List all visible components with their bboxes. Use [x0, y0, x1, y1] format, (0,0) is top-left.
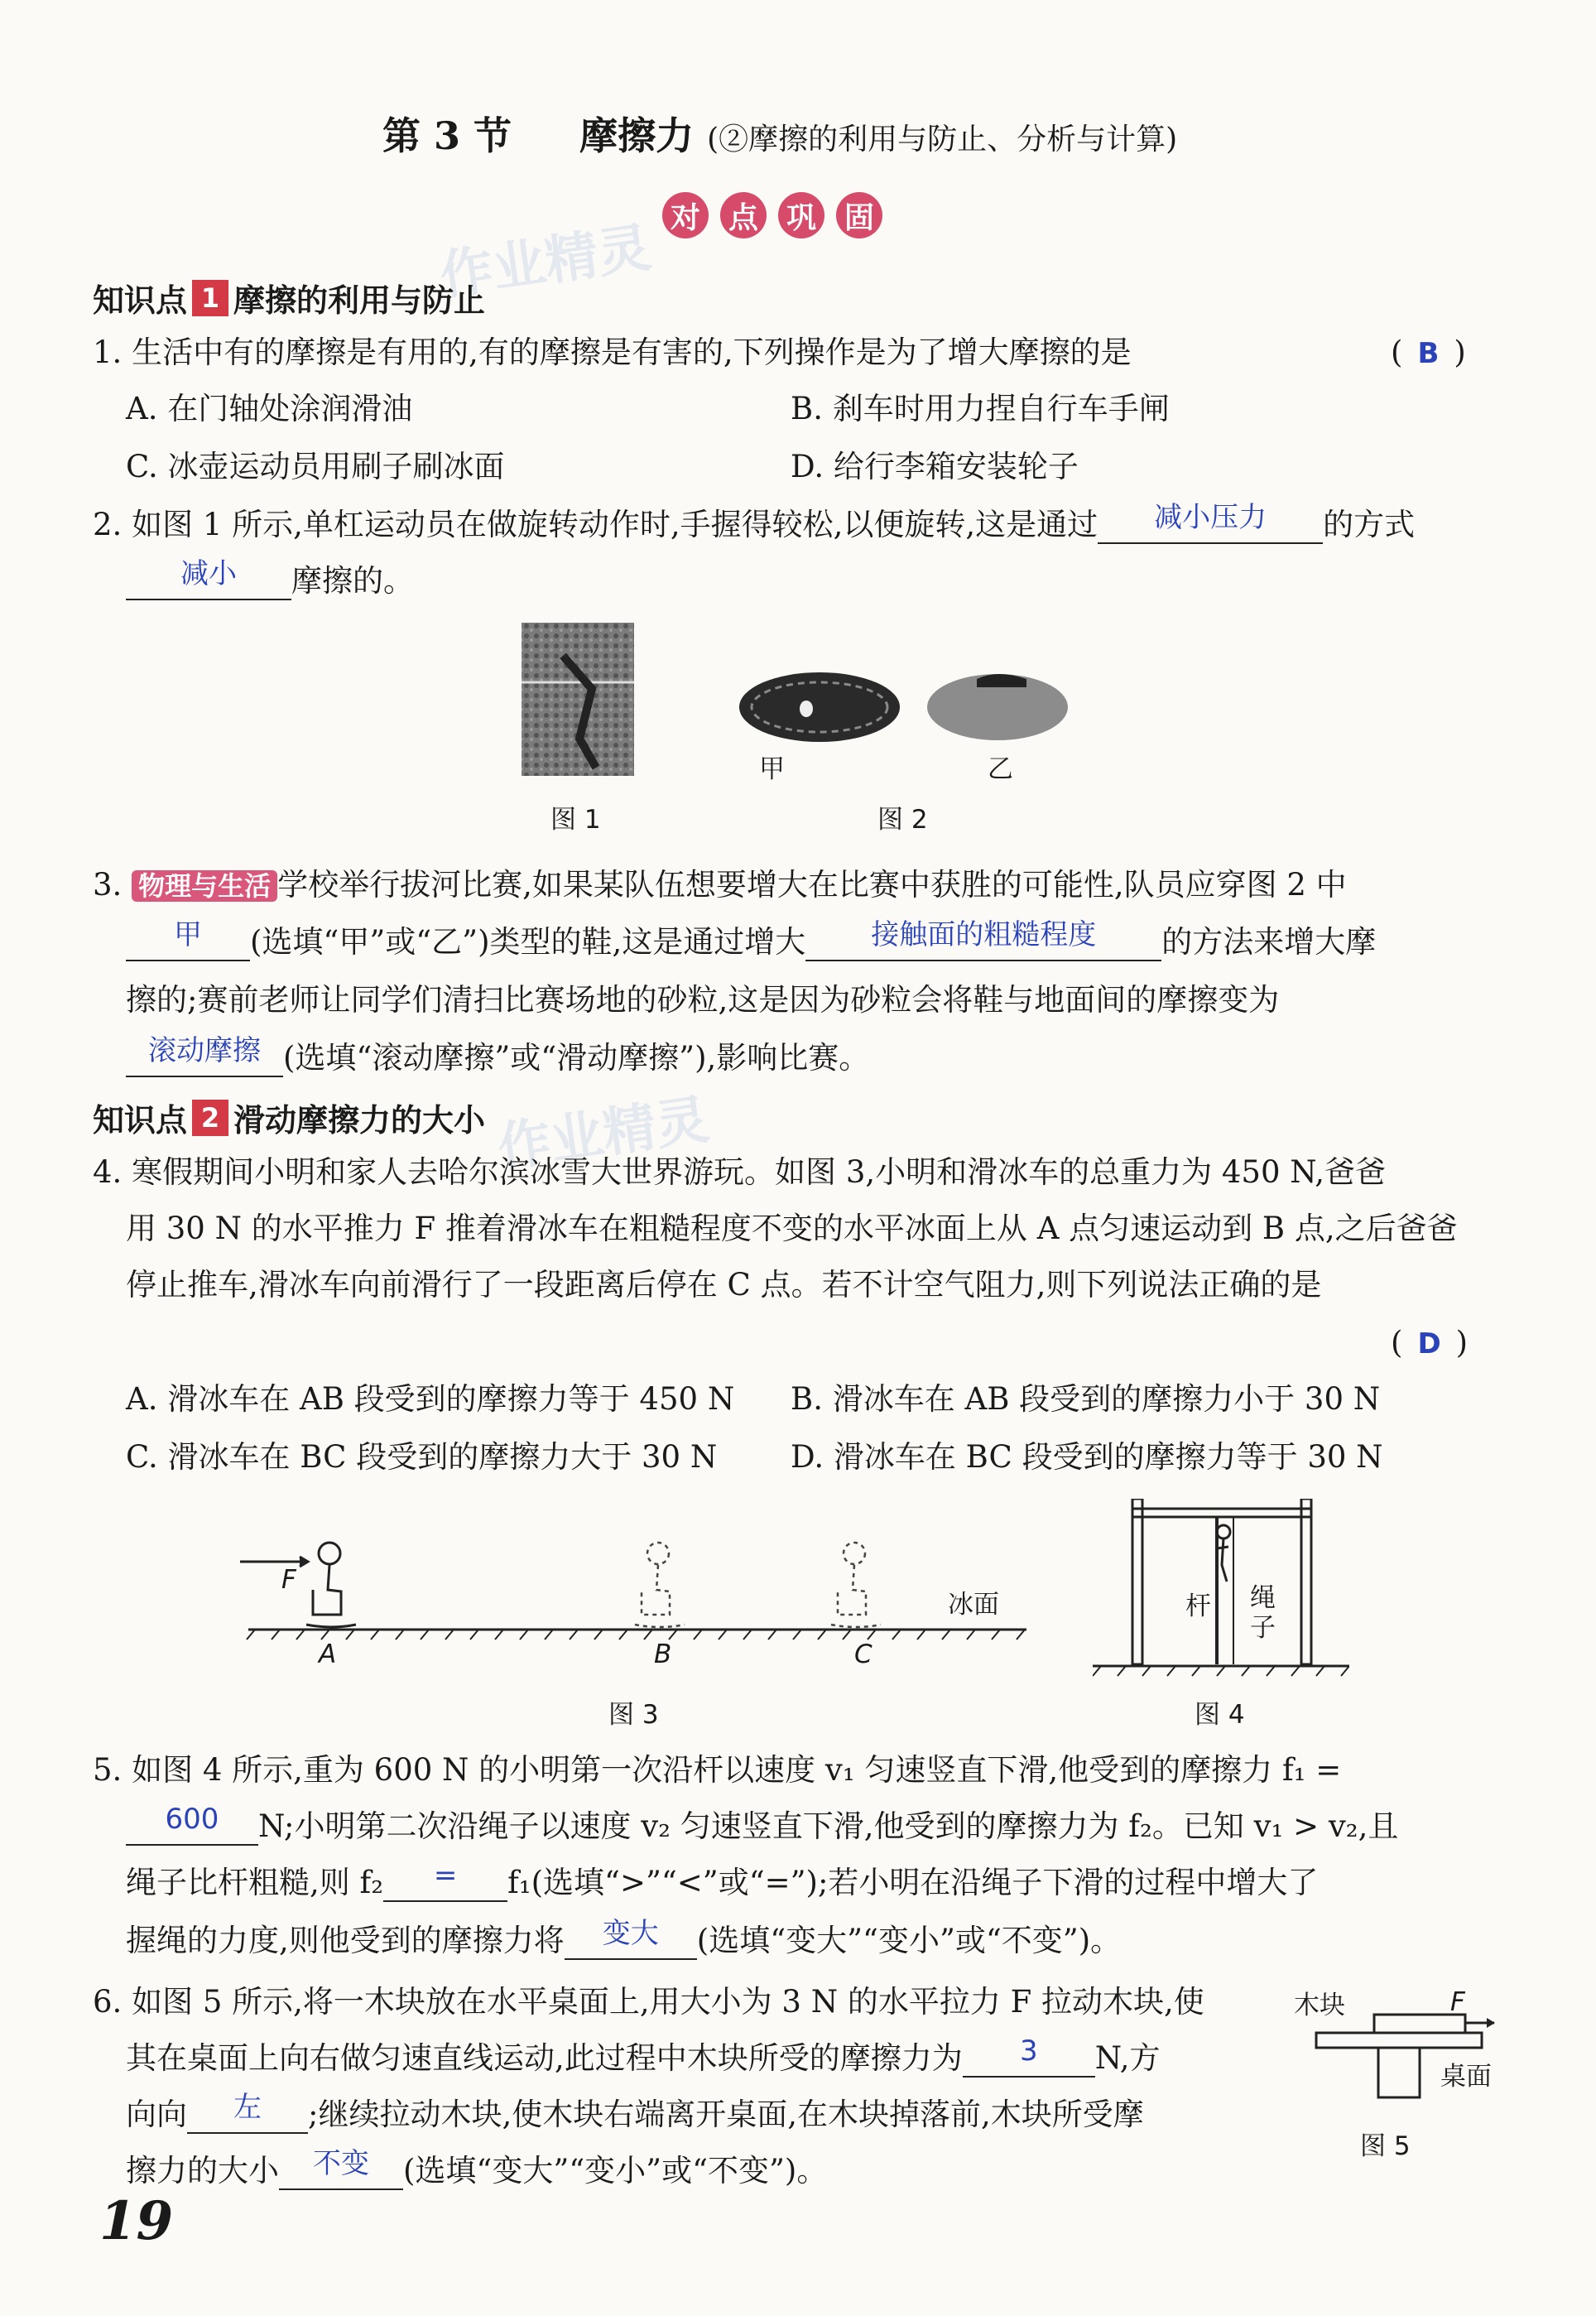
question-5-line4: [126, 1917, 1122, 1960]
q5-text: 握绳的力度,则他受到的摩擦力将: [126, 1923, 565, 1958]
section-number: 第 3 节: [382, 113, 512, 158]
question-4-answer-box: ( D ): [1391, 1325, 1469, 1360]
q5-text: 绳子比杆粗糙,则 f₂: [126, 1865, 384, 1900]
kp-title: 滑动摩擦力的大小: [233, 1101, 486, 1139]
question-6-line2: [126, 2034, 1161, 2078]
q3-text: 的方法来增大摩: [1161, 924, 1377, 960]
answer: 减小压力: [1154, 501, 1267, 534]
watermark: 作业精灵: [435, 217, 655, 308]
fill-blank: [279, 2147, 403, 2190]
page-title: [382, 106, 1177, 161]
question-3: [93, 867, 1347, 903]
sled-rider-icon: [240, 1543, 356, 1627]
fill-blank: [805, 918, 1161, 961]
kp-number: 1: [192, 280, 228, 316]
sled-ghost-b-icon: [635, 1543, 685, 1627]
question-4-line2: 用 30 N 的水平推力 F 推着滑冰车在粗糙程度不变的水平冰面上从 A 点匀速运动到 B 点,之后爸爸: [126, 1211, 1458, 1246]
option: A. 滑冰车在 AB 段受到的摩擦力等于 450 N: [126, 1381, 735, 1417]
sled-ghost-c-icon: [831, 1543, 881, 1627]
question-4-line1: 4. 寒假期间小明和家人去哈尔滨冰雪大世界游玩。如图 3,小明和滑冰车的总重力为 450 N,爸爸: [93, 1154, 1387, 1190]
fig3-label-C: C: [854, 1639, 873, 1669]
answer: 甲: [174, 918, 202, 951]
q3-text: 学校举行拔河比赛,如果某队伍想要增大在比赛中获胜的可能性,队员应穿图 2 中: [277, 867, 1347, 903]
option: C. 滑冰车在 BC 段受到的摩擦力大于 30 N: [126, 1439, 718, 1475]
q5-text: N;小明第二次沿绳子以速度 v₂ 匀速竖直下滑,他受到的摩擦力为 f₂。已知 v₁ > v₂,且: [258, 1808, 1399, 1844]
option: B. 滑冰车在 AB 段受到的摩擦力小于 30 N: [791, 1381, 1381, 1417]
figure-2-caption: 图 2: [877, 805, 928, 835]
page-number: 19: [99, 2190, 174, 2252]
fill-blank: [963, 2034, 1095, 2078]
fig5-label-table: 桌面: [1440, 2062, 1492, 2092]
kp-label: 知识点: [93, 1101, 188, 1139]
fill-blank: [383, 1859, 507, 1902]
question-5-line3: [126, 1859, 1319, 1902]
figure-3-caption: 图 3: [608, 1700, 659, 1730]
kp-number: 2: [192, 1100, 228, 1136]
figure-3-diagram: [240, 1532, 1035, 1664]
fill-blank: [187, 2091, 308, 2134]
answer: =: [433, 1859, 458, 1892]
section-badges: [662, 192, 882, 238]
q3-text: (选填“滚动摩擦”或“滑动摩擦”),影响比赛。: [283, 1040, 870, 1076]
question-5-line2: [126, 1803, 1399, 1846]
fig4-label-pole: 杆: [1185, 1591, 1211, 1621]
fig2-label-a: 甲: [759, 754, 785, 784]
option: D. 滑冰车在 BC 段受到的摩擦力等于 30 N: [791, 1439, 1383, 1475]
q6-text: 擦力的大小: [126, 2153, 279, 2188]
fig5-label-F: F: [1450, 1987, 1465, 2017]
question-2: [93, 501, 1416, 544]
fill-blank: [1098, 501, 1323, 544]
option: D. 给行李箱安装轮子: [791, 449, 1079, 484]
answer: 左: [233, 2091, 262, 2124]
q6-text: N,方: [1094, 2040, 1161, 2076]
option: A. 在门轴处涂润滑油: [126, 391, 413, 426]
block: [1374, 2015, 1465, 2033]
table-top: [1316, 2033, 1482, 2048]
q5-text: f₁(选填“>”“<”或“=”);若小明在沿绳子下滑的过程中增大了: [507, 1865, 1319, 1900]
fig3-label-B: B: [654, 1639, 672, 1669]
question-6-line4: [126, 2147, 828, 2190]
badge: 固: [836, 192, 882, 238]
answer: 不变: [313, 2147, 369, 2180]
answer: 减小: [180, 557, 237, 590]
kp-title: 摩擦的利用与防止: [233, 282, 486, 319]
figure-1-2: [513, 623, 1358, 830]
question-2-cont: [126, 557, 414, 600]
topic-tag: 物理与生活: [132, 870, 277, 902]
kp-label: 知识点: [93, 282, 188, 319]
knowledge-point-heading: [93, 1095, 485, 1140]
figure-1-caption: 图 1: [550, 805, 601, 835]
shoe-yi-icon: [927, 674, 1068, 740]
badge: 对: [662, 192, 709, 238]
answer: B: [1417, 337, 1440, 370]
option: B. 刹车时用力捏自行车手闸: [791, 391, 1170, 426]
question-1-stem: 1. 生活中有的摩擦是有用的,有的摩擦是有害的,下列操作是为了增大摩擦的是: [93, 335, 1132, 370]
question-6-line3: [126, 2091, 1144, 2134]
fill-blank: [565, 1917, 697, 1960]
answer: D: [1417, 1327, 1441, 1360]
fill-blank: [126, 1803, 258, 1846]
fill-blank: [126, 1034, 283, 1077]
question-3-line3: 擦的;赛前老师让同学们清扫比赛场地的砂粒,这是因为砂粒会将鞋与地面间的摩擦变为: [126, 982, 1280, 1018]
question-1-answer-box: ( B ): [1391, 335, 1466, 370]
answer: 接触面的粗糙程度: [871, 918, 1097, 951]
answer: 滚动摩擦: [148, 1034, 261, 1067]
fill-blank: [126, 918, 250, 961]
figure-4-diagram: [1093, 1499, 1349, 1677]
q2-text: 2. 如图 1 所示,单杠运动员在做旋转动作时,手握得较松,以便旋转,这是通过: [93, 507, 1098, 542]
question-3-line2: [126, 918, 1377, 961]
figure-5-caption: 图 5: [1360, 2131, 1411, 2161]
q2-text: 摩擦的。: [291, 563, 414, 599]
q6-text: 其在桌面上向右做匀速直线运动,此过程中木块所受的摩擦力为: [126, 2040, 963, 2076]
question-6-line1: 6. 如图 5 所示,将一木块放在水平桌面上,用大小为 3 N 的水平拉力 F 拉动木块,使: [93, 1984, 1204, 2020]
fig5-label-block: 木块: [1294, 1991, 1345, 2020]
section-subtitle: (②摩擦的利用与防止、分析与计算): [707, 123, 1178, 156]
q5-text: (选填“变大”“变小”或“不变”)。: [696, 1923, 1122, 1958]
badge: 点: [720, 192, 767, 238]
question-5-line1: 5. 如图 4 所示,重为 600 N 的小明第一次沿杆以速度 v₁ 匀速竖直下滑,他受到的摩擦力 f₁ =: [93, 1752, 1342, 1788]
fig4-label-rope: 子: [1250, 1613, 1276, 1643]
fig3-label-ice: 冰面: [948, 1590, 999, 1620]
answer: 3: [1019, 2034, 1038, 2068]
fig4-label-rope: 绳: [1250, 1583, 1276, 1613]
knowledge-point-heading: [93, 275, 485, 320]
shoe-jia-icon: [739, 672, 900, 742]
q6-text: 向向: [126, 2097, 187, 2132]
climber-icon: [1217, 1525, 1230, 1582]
question-3-line4: [126, 1034, 870, 1077]
answer: 600: [165, 1803, 219, 1836]
watermark: 作业精灵: [493, 1089, 713, 1180]
answer: 变大: [602, 1917, 659, 1950]
fig3-label-A: A: [319, 1639, 337, 1669]
badge: 巩: [778, 192, 824, 238]
option: C. 冰壶运动员用刷子刷冰面: [126, 449, 505, 484]
fill-blank: [126, 557, 291, 600]
q3-number: 3.: [93, 867, 123, 903]
q6-text: (选填“变大”“变小”或“不变”)。: [403, 2153, 828, 2188]
fig3-label-F: F: [281, 1565, 296, 1595]
fig2-label-b: 乙: [988, 754, 1013, 784]
section-title: 摩擦力: [579, 113, 695, 158]
q2-text: 的方式: [1323, 507, 1416, 542]
q3-text: (选填“甲”或“乙”)类型的鞋,这是通过增大: [250, 924, 806, 960]
q6-text: ;继续拉动木块,使木块右端离开桌面,在木块掉落前,木块所受摩: [308, 2097, 1144, 2132]
figure-4-caption: 图 4: [1195, 1700, 1245, 1730]
question-4-line3: 停止推车,滑冰车向前滑行了一段距离后停在 C 点。若不计空气阻力,则下列说法正确的是: [126, 1267, 1322, 1302]
